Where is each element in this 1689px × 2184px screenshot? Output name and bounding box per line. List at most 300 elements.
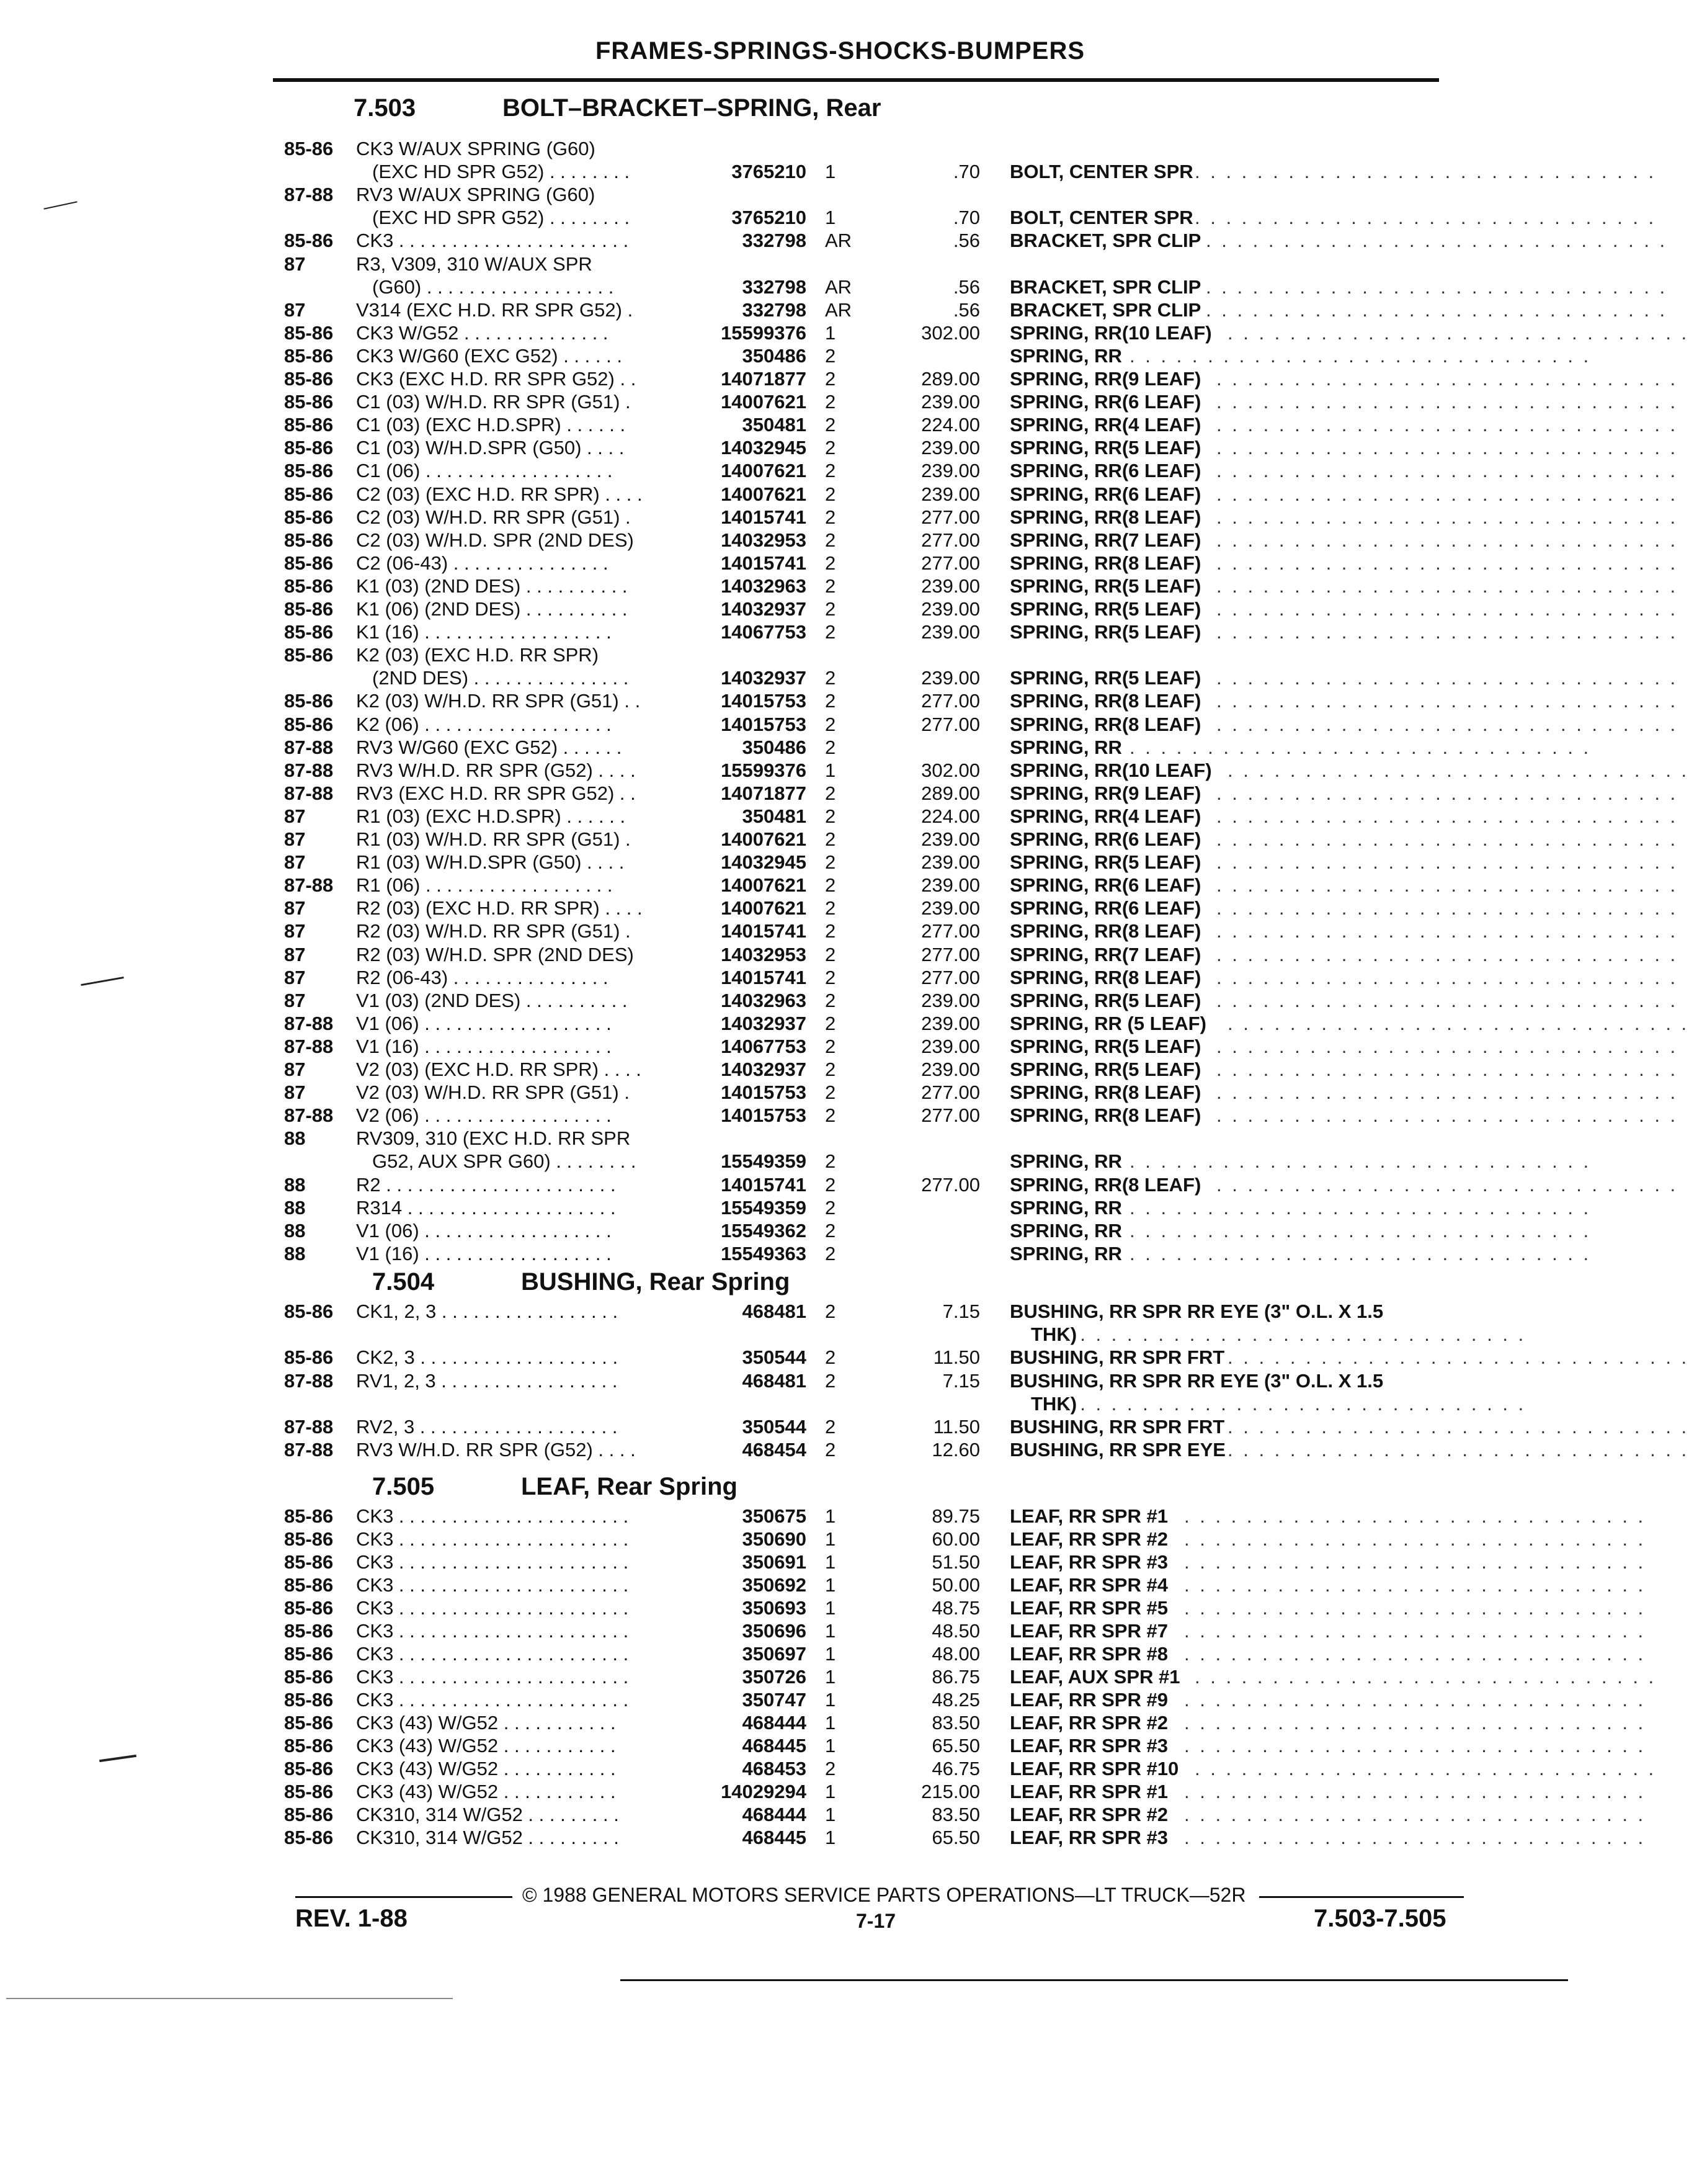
table-row	[0, 782, 1678, 805]
cell-years: 87-88	[284, 782, 334, 804]
cell-model: R2 (03) W/H.D. RR SPR (G51) .	[356, 920, 631, 942]
cell-model: C2 (03) (EXC H.D. RR SPR) . . . .	[356, 483, 643, 505]
cell-qty: 2	[825, 1758, 836, 1779]
cell-years: 87	[284, 966, 306, 988]
dot-leader: . . . . . . . . . . . . . . . . . . . . . . . . . . . . . .	[1228, 1012, 1689, 1034]
cell-price: 239.00	[921, 483, 980, 505]
dot-leader: . . . . . . . . . . . . . . . . . . . . . . . . . . . . . .	[1216, 1173, 1678, 1196]
cell-desc: LEAF, RR SPR #9	[1010, 1689, 1168, 1711]
table-row	[0, 230, 1668, 252]
dot-leader: . . . . . . . . . . . . . . . . . . . . . . . . . . . . . .	[1206, 230, 1668, 252]
cell-part: 350696	[742, 1620, 806, 1642]
cell-model: CK1, 2, 3 . . . . . . . . . . . . . . . . .	[356, 1300, 618, 1322]
cell-qty: 2	[825, 1012, 836, 1034]
dot-leader: . . . . . . . . . . . . . . . . . . . . . . . . . . . . . .	[1195, 1758, 1657, 1779]
table-row	[0, 1827, 1646, 1849]
dot-leader: . . . . . . . . . . . . . . . . . . . . . . . . . . . . . .	[1216, 529, 1678, 551]
cell-price: 239.00	[921, 828, 980, 850]
cell-years: 88	[284, 1242, 306, 1264]
cell-price: 86.75	[932, 1666, 980, 1688]
cell-price: .70	[953, 207, 980, 229]
cell-model: CK3 (43) W/G52 . . . . . . . . . . .	[356, 1735, 616, 1757]
dot-leader: . . . . . . . . . . . . . . . . . . . . . . . . . . . . . .	[1195, 1666, 1657, 1688]
table-row	[0, 1150, 1592, 1173]
cell-model: CK2, 3 . . . . . . . . . . . . . . . . . . .	[356, 1346, 618, 1369]
cell-model: R314 . . . . . . . . . . . . . . . . . . . .	[356, 1196, 616, 1219]
cell-model: (EXC HD SPR G52) . . . . . . . .	[372, 207, 630, 229]
cell-years: 87	[284, 253, 306, 275]
table-row	[0, 275, 1668, 298]
dot-leader: . . . . . . . . . . . . . . . . . . . . . . . . . . . . . .	[1184, 1551, 1646, 1573]
dot-leader: . . . . . . . . . . . . . . . . . . . . . . . . . . . . . .	[1216, 690, 1678, 712]
cell-qty: 2	[825, 874, 836, 897]
cell-qty: 2	[825, 1439, 836, 1461]
cell-years: 87	[284, 1058, 306, 1080]
table-row	[0, 368, 1678, 390]
section-title: BOLT–BRACKET–SPRING, Rear	[502, 94, 881, 122]
cell-desc: THK)	[1031, 1392, 1077, 1415]
table-row	[0, 1035, 1678, 1058]
cell-qty: 2	[825, 1150, 836, 1173]
cell-desc: BUSHING, RR SPR RR EYE (3" O.L. X 1.5	[1010, 1300, 1384, 1322]
cell-desc: SPRING, RR(8 LEAF)	[1010, 966, 1201, 988]
cell-qty: 2	[825, 851, 836, 874]
cell-model: V2 (03) (EXC H.D. RR SPR) . . . .	[356, 1058, 641, 1080]
cell-years: 88	[284, 1173, 306, 1196]
cell-price: 48.50	[932, 1620, 980, 1642]
cell-qty: 2	[825, 1081, 836, 1104]
cell-qty: 1	[825, 1551, 836, 1573]
page-title: FRAMES-SPRINGS-SHOCKS-BUMPERS	[595, 37, 1085, 65]
section-heading	[0, 1267, 1568, 1297]
cell-years: 85-86	[284, 1643, 334, 1665]
table-row	[0, 1689, 1646, 1711]
table-row	[0, 298, 1668, 321]
dot-leader: . . . . . . . . . . . . . . . . . . . . . . . . . . . . . .	[1216, 874, 1678, 897]
dot-leader: . . . . . . . . . . . . . . . . . . . . . . . . . . . . . .	[1064, 1392, 1526, 1415]
cell-qty: 1	[825, 759, 836, 781]
table-row	[0, 1127, 1568, 1150]
cell-desc: LEAF, RR SPR #5	[1010, 1597, 1168, 1619]
table-row	[0, 460, 1678, 482]
cell-years: 87-88	[284, 1104, 334, 1127]
cell-model: RV2, 3 . . . . . . . . . . . . . . . . . . .	[356, 1416, 618, 1438]
cell-part: 14029294	[721, 1781, 806, 1802]
cell-price: 277.00	[921, 529, 980, 551]
cell-price: .70	[953, 161, 980, 183]
cell-desc: LEAF, RR SPR #10	[1010, 1758, 1179, 1779]
cell-years: 87-88	[284, 736, 334, 758]
cell-model: C2 (06-43) . . . . . . . . . . . . . . .	[356, 552, 608, 574]
cell-qty: 1	[825, 321, 836, 344]
cell-qty: 1	[825, 1735, 836, 1757]
cell-desc: SPRING, RR (5 LEAF)	[1010, 1012, 1206, 1034]
table-row	[0, 529, 1678, 552]
cell-desc: BRACKET, SPR CLIP	[1010, 275, 1201, 298]
table-row	[0, 321, 1689, 344]
cell-model: G52, AUX SPR G60) . . . . . . . .	[372, 1150, 636, 1173]
cell-model: RV3 W/H.D. RR SPR (G52) . . . .	[356, 1439, 636, 1461]
cell-qty: 2	[825, 667, 836, 689]
table-row	[0, 344, 1592, 367]
cell-years: 87-88	[284, 1035, 334, 1057]
cell-desc: LEAF, RR SPR #1	[1010, 1505, 1168, 1527]
cell-price: 277.00	[921, 1081, 980, 1104]
cell-price: 7.15	[942, 1369, 980, 1392]
cell-model: RV3 W/AUX SPRING (G60)	[356, 184, 595, 206]
cell-years: 85-86	[284, 1758, 334, 1779]
section-number: 7.505	[372, 1473, 435, 1500]
dot-leader: . . . . . . . . . . . . . . . . . . . . . . . . . . . . . .	[1216, 897, 1678, 920]
cell-price: 65.50	[932, 1827, 980, 1848]
cell-model: R2 . . . . . . . . . . . . . . . . . . . . . .	[356, 1173, 616, 1196]
table-row	[0, 1666, 1657, 1688]
cell-model: V2 (06) . . . . . . . . . . . . . . . . . .	[356, 1104, 612, 1127]
cell-part: 468454	[742, 1439, 806, 1461]
cell-price: 277.00	[921, 1104, 980, 1127]
cell-qty: 2	[825, 483, 836, 505]
cell-part: 14032953	[721, 943, 806, 965]
cell-desc: SPRING, RR(8 LEAF)	[1010, 552, 1201, 574]
cell-desc: SPRING, RR	[1010, 1219, 1122, 1242]
table-row	[0, 1804, 1646, 1826]
cell-part: 468445	[742, 1827, 806, 1848]
table-row	[0, 828, 1678, 851]
cell-model: (EXC HD SPR G52) . . . . . . . .	[372, 161, 630, 183]
cell-part: 14015741	[721, 1173, 806, 1196]
table-row	[0, 805, 1678, 828]
cell-price: 83.50	[932, 1804, 980, 1825]
cell-price: 277.00	[921, 1173, 980, 1196]
cell-desc: LEAF, RR SPR #3	[1010, 1551, 1168, 1573]
dot-leader: . . . . . . . . . . . . . . . . . . . . . . . . . . . . . .	[1184, 1804, 1646, 1825]
dot-leader: . . . . . . . . . . . . . . . . . . . . . . . . . . . . . .	[1130, 1196, 1592, 1219]
dot-leader: . . . . . . . . . . . . . . . . . . . . . . . . . . . . . .	[1216, 437, 1678, 459]
cell-model: CK3 . . . . . . . . . . . . . . . . . . . . . .	[356, 1505, 629, 1527]
cell-years: 85-86	[284, 1827, 334, 1848]
table-row	[0, 1416, 1689, 1438]
table-row	[0, 506, 1678, 529]
cell-price: 239.00	[921, 874, 980, 897]
cell-part: 14007621	[721, 828, 806, 850]
cell-model: CK3 W/G52 . . . . . . . . . . . . . .	[356, 321, 608, 344]
cell-price: 239.00	[921, 851, 980, 874]
cell-model: C2 (03) W/H.D. RR SPR (G51) .	[356, 506, 631, 528]
cell-model: CK3 . . . . . . . . . . . . . . . . . . . . . .	[356, 1620, 629, 1642]
cell-price: .56	[953, 275, 980, 298]
cell-years: 85-86	[284, 575, 334, 597]
cell-part: 14071877	[721, 368, 806, 390]
dot-leader: . . . . . . . . . . . . . . . . . . . . . . . . . . . . . .	[1228, 1439, 1689, 1461]
cell-years: 85-86	[284, 1528, 334, 1550]
cell-desc: SPRING, RR(5 LEAF)	[1010, 851, 1201, 874]
dot-leader: . . . . . . . . . . . . . . . . . . . . . . . . . . . . . .	[1130, 1242, 1592, 1264]
cell-part: 468444	[742, 1804, 806, 1825]
cell-price: 48.25	[932, 1689, 980, 1711]
table-row	[0, 851, 1678, 874]
cell-qty: 2	[825, 529, 836, 551]
table-row	[0, 1597, 1646, 1619]
cell-qty: 2	[825, 989, 836, 1011]
cell-model: K2 (06) . . . . . . . . . . . . . . . . . .	[356, 713, 612, 735]
cell-part: 350692	[742, 1574, 806, 1596]
table-row	[0, 1173, 1678, 1196]
dot-leader: . . . . . . . . . . . . . . . . . . . . . . . . . . . . . .	[1216, 506, 1678, 528]
cell-years: 85-86	[284, 1712, 334, 1734]
cell-desc: LEAF, RR SPR #8	[1010, 1643, 1168, 1665]
cell-years: 88	[284, 1127, 306, 1150]
dot-leader: . . . . . . . . . . . . . . . . . . . . . . . . . . . . . .	[1216, 782, 1678, 804]
cell-years: 87-88	[284, 1439, 334, 1461]
cell-desc: SPRING, RR(8 LEAF)	[1010, 1081, 1201, 1104]
table-row	[0, 1300, 1568, 1323]
cell-part: 14007621	[721, 483, 806, 505]
cell-model: CK310, 314 W/G52 . . . . . . . . .	[356, 1827, 619, 1848]
cell-price: 50.00	[932, 1574, 980, 1596]
cell-model: CK3 . . . . . . . . . . . . . . . . . . . . . .	[356, 1528, 629, 1550]
cell-part: 332798	[742, 230, 806, 252]
table-row	[0, 1505, 1646, 1528]
cell-price: 11.50	[933, 1346, 980, 1369]
cell-part: 468481	[742, 1300, 806, 1322]
cell-years: 85-86	[284, 1574, 334, 1596]
table-row	[0, 1242, 1592, 1265]
cell-qty: 2	[825, 920, 836, 942]
cell-desc: BOLT, CENTER SPR	[1010, 207, 1193, 229]
cell-qty: 2	[825, 690, 836, 712]
table-row	[0, 414, 1678, 436]
dot-leader: . . . . . . . . . . . . . . . . . . . . . . . . . . . . . .	[1184, 1528, 1646, 1550]
cell-model: V2 (03) W/H.D. RR SPR (G51) .	[356, 1081, 630, 1104]
cell-price: 277.00	[921, 713, 980, 735]
cell-desc: SPRING, RR(6 LEAF)	[1010, 828, 1201, 850]
cell-qty: AR	[825, 275, 852, 298]
cell-desc: SPRING, RR	[1010, 1242, 1122, 1264]
cell-price: 239.00	[921, 575, 980, 597]
table-row	[0, 391, 1678, 413]
cell-price: 277.00	[921, 552, 980, 574]
cell-desc: SPRING, RR(10 LEAF)	[1010, 759, 1212, 781]
cell-qty: 2	[825, 828, 836, 850]
cell-model: CK3 (EXC H.D. RR SPR G52) . .	[356, 368, 636, 390]
dot-leader: . . . . . . . . . . . . . . . . . . . . . . . . . . . . . .	[1184, 1781, 1646, 1802]
cell-desc: SPRING, RR(8 LEAF)	[1010, 690, 1201, 712]
cell-price: 277.00	[921, 506, 980, 528]
table-row	[0, 1758, 1657, 1780]
cell-model: V314 (EXC H.D. RR SPR G52) .	[356, 298, 633, 321]
cell-qty: 2	[825, 943, 836, 965]
cell-model: CK310, 314 W/G52 . . . . . . . . .	[356, 1804, 619, 1825]
dot-leader: . . . . . . . . . . . . . . . . . . . . . . . . . . . . . .	[1216, 368, 1678, 390]
cell-desc: LEAF, RR SPR #2	[1010, 1712, 1168, 1734]
cell-model: R1 (03) (EXC H.D.SPR) . . . . . .	[356, 805, 626, 827]
table-row	[0, 1104, 1678, 1127]
bottom-left-rule	[6, 1998, 453, 1999]
cell-model: R1 (06) . . . . . . . . . . . . . . . . . .	[356, 874, 613, 897]
table-row	[0, 1196, 1592, 1219]
dot-leader: . . . . . . . . . . . . . . . . . . . . . . . . . . . . . .	[1216, 621, 1678, 643]
cell-model: V1 (16) . . . . . . . . . . . . . . . . . .	[356, 1035, 612, 1057]
dot-leader: . . . . . . . . . . . . . . . . . . . . . . . . . . . . . .	[1130, 736, 1592, 758]
cell-desc: BRACKET, SPR CLIP	[1010, 230, 1201, 252]
cell-price: 239.00	[921, 1058, 980, 1080]
cell-desc: SPRING, RR(4 LEAF)	[1010, 414, 1201, 436]
cell-desc: LEAF, AUX SPR #1	[1010, 1666, 1180, 1688]
cell-qty: 1	[825, 161, 836, 183]
dot-leader: . . . . . . . . . . . . . . . . . . . . . . . . . . . . . .	[1184, 1689, 1646, 1711]
cell-part: 350481	[742, 414, 806, 436]
cell-desc: SPRING, RR(5 LEAF)	[1010, 1035, 1201, 1057]
dot-leader: . . . . . . . . . . . . . . . . . . . . . . . . . . . . . .	[1130, 1150, 1592, 1173]
cell-qty: 2	[825, 414, 836, 436]
cell-model: K1 (06) (2ND DES) . . . . . . . . . .	[356, 598, 628, 620]
cell-price: 89.75	[932, 1505, 980, 1527]
cell-desc: SPRING, RR(6 LEAF)	[1010, 460, 1201, 482]
cell-model: C1 (03) (EXC H.D.SPR) . . . . . .	[356, 414, 626, 436]
cell-desc: SPRING, RR(6 LEAF)	[1010, 483, 1201, 505]
table-row	[0, 759, 1689, 782]
cell-years: 85-86	[284, 321, 334, 344]
cell-years: 85-86	[284, 1735, 334, 1757]
cell-years: 85-86	[284, 460, 334, 482]
cell-qty: 2	[825, 1104, 836, 1127]
cell-qty: 1	[825, 1620, 836, 1642]
cell-years: 85-86	[284, 1781, 334, 1802]
cell-years: 87	[284, 943, 306, 965]
revision-label: REV. 1-88	[295, 1905, 408, 1932]
cell-desc: SPRING, RR(6 LEAF)	[1010, 874, 1201, 897]
cell-part: 14032963	[721, 575, 806, 597]
cell-qty: 2	[825, 1416, 836, 1438]
table-row	[0, 1219, 1592, 1242]
cell-desc: SPRING, RR	[1010, 1150, 1122, 1173]
cell-qty: 2	[825, 460, 836, 482]
table-row	[0, 644, 1568, 666]
cell-model: K1 (03) (2ND DES) . . . . . . . . . .	[356, 575, 628, 597]
cell-part: 14067753	[721, 621, 806, 643]
cell-part: 14015741	[721, 552, 806, 574]
cell-desc: LEAF, RR SPR #7	[1010, 1620, 1168, 1642]
cell-model: CK3 . . . . . . . . . . . . . . . . . . . . . .	[356, 1574, 629, 1596]
cell-years: 85-86	[284, 414, 334, 436]
cell-desc: SPRING, RR(8 LEAF)	[1010, 1104, 1201, 1127]
cell-price: 65.50	[932, 1735, 980, 1757]
cell-part: 14007621	[721, 897, 806, 920]
cell-part: 468445	[742, 1735, 806, 1757]
cell-price: 239.00	[921, 391, 980, 413]
cell-years: 87	[284, 828, 306, 850]
table-row	[0, 713, 1678, 736]
table-row	[0, 483, 1678, 506]
cell-years: 85-86	[284, 1505, 334, 1527]
cell-years: 87-88	[284, 874, 334, 897]
cell-price: 239.00	[921, 598, 980, 620]
cell-qty: AR	[825, 298, 852, 321]
cell-years: 85-86	[284, 1689, 334, 1711]
cell-years: 85-86	[284, 1620, 334, 1642]
dot-leader: . . . . . . . . . . . . . . . . . . . . . . . . . . . . . .	[1216, 828, 1678, 850]
cell-qty: 2	[825, 1173, 836, 1196]
cell-qty: 1	[825, 1827, 836, 1848]
table-row	[0, 207, 1657, 229]
table-row	[0, 184, 1568, 206]
cell-price: 51.50	[932, 1551, 980, 1573]
cell-qty: 2	[825, 1242, 836, 1264]
cell-desc: SPRING, RR(5 LEAF)	[1010, 667, 1201, 689]
section-title: LEAF, Rear Spring	[521, 1473, 738, 1500]
cell-qty: 2	[825, 897, 836, 920]
dot-leader: . . . . . . . . . . . . . . . . . . . . . . . . . . . . . .	[1216, 713, 1678, 735]
table-row	[0, 920, 1678, 942]
cell-price: 277.00	[921, 943, 980, 965]
section-range: 7.503-7.505	[1314, 1905, 1446, 1932]
cell-price: 277.00	[921, 690, 980, 712]
cell-qty: 1	[825, 1597, 836, 1619]
table-row	[0, 1058, 1678, 1081]
cell-price: 239.00	[921, 1035, 980, 1057]
cell-part: 14015753	[721, 1104, 806, 1127]
dot-leader: . . . . . . . . . . . . . . . . . . . . . . . . . . . . . .	[1216, 1104, 1678, 1127]
table-row	[0, 690, 1678, 712]
cell-qty: 2	[825, 552, 836, 574]
table-row	[0, 1620, 1646, 1642]
table-row	[0, 736, 1592, 759]
cell-part: 14032937	[721, 1012, 806, 1034]
cell-part: 15549359	[721, 1150, 806, 1173]
cell-price: 83.50	[932, 1712, 980, 1734]
cell-qty: 1	[825, 1804, 836, 1825]
cell-desc: LEAF, RR SPR #3	[1010, 1827, 1168, 1848]
cell-price: .56	[953, 298, 980, 321]
dot-leader: . . . . . . . . . . . . . . . . . . . . . . . . . . . . . .	[1184, 1505, 1646, 1527]
table-row	[0, 1323, 1568, 1346]
cell-model: RV3 (EXC H.D. RR SPR G52) . .	[356, 782, 636, 804]
cell-desc: SPRING, RR(10 LEAF)	[1010, 321, 1212, 344]
dot-leader: . . . . . . . . . . . . . . . . . . . . . . . . . . . . . .	[1184, 1735, 1646, 1757]
cell-qty: 2	[825, 1035, 836, 1057]
cell-price: 239.00	[921, 621, 980, 643]
cell-desc: SPRING, RR	[1010, 1196, 1122, 1219]
cell-qty: 1	[825, 1689, 836, 1711]
cell-price: 224.00	[921, 414, 980, 436]
cell-desc: SPRING, RR	[1010, 736, 1122, 758]
cell-desc: SPRING, RR(5 LEAF)	[1010, 598, 1201, 620]
cell-model: K2 (03) W/H.D. RR SPR (G51) . .	[356, 690, 641, 712]
cell-qty: 2	[825, 1058, 836, 1080]
table-row	[0, 667, 1678, 689]
cell-part: 14032937	[721, 1058, 806, 1080]
cell-price: 48.00	[932, 1643, 980, 1665]
cell-desc: SPRING, RR(8 LEAF)	[1010, 920, 1201, 942]
cell-years: 85-86	[284, 552, 334, 574]
table-row	[0, 598, 1678, 620]
table-row	[0, 1528, 1646, 1551]
dot-leader: . . . . . . . . . . . . . . . . . . . . . . . . . . . . . .	[1206, 298, 1668, 321]
table-row	[0, 874, 1678, 897]
cell-qty: 2	[825, 1196, 836, 1219]
table-row	[0, 1574, 1646, 1596]
cell-desc: SPRING, RR(5 LEAF)	[1010, 989, 1201, 1011]
cell-qty: 2	[825, 344, 836, 367]
cell-desc: SPRING, RR(6 LEAF)	[1010, 391, 1201, 413]
cell-model: R3, V309, 310 W/AUX SPR	[356, 253, 592, 275]
cell-model: V1 (06) . . . . . . . . . . . . . . . . . .	[356, 1012, 612, 1034]
dot-leader: . . . . . . . . . . . . . . . . . . . . . . . . . . . . . .	[1184, 1620, 1646, 1642]
table-row	[0, 552, 1678, 575]
cell-price: 277.00	[921, 966, 980, 988]
cell-qty: 2	[825, 506, 836, 528]
cell-part: 14015753	[721, 690, 806, 712]
